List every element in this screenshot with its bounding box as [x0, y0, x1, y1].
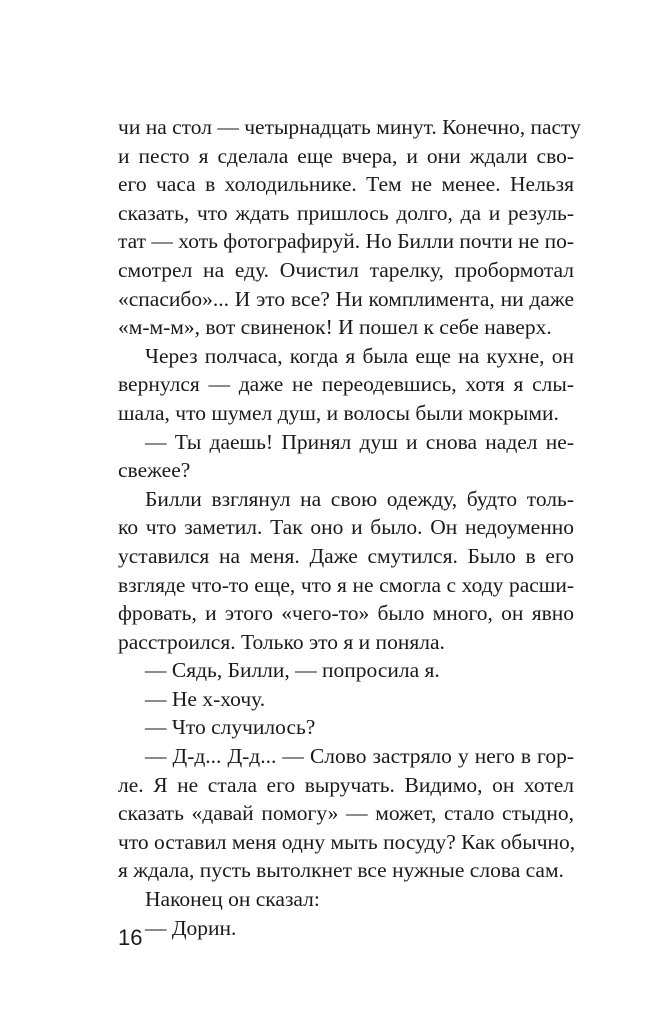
text-line: — Д-д... Д-д... — Слово застряло у него в гор- [145, 744, 574, 769]
text-line: свежее? [118, 458, 191, 483]
text-line: — Что случилось? [145, 715, 316, 740]
text-line: — Ты даешь! Принял душ и снова надел не- [145, 429, 574, 454]
text-line: Через полчаса, когда я была еще на кухне, он [145, 343, 574, 368]
text-line: его часа в холодильнике. Тем не менее. Нельзя [118, 172, 574, 197]
text-line: и песто я сделала еще вчера, и они ждали сво- [118, 143, 574, 168]
text-line: я ждала, пусть вытолкнет все нужные слова сам. [118, 858, 564, 883]
text-line: вернулся — даже не переодевшись, хотя я слы- [118, 372, 574, 397]
text-line: сказать «давай помогу» — может, стало стыдно, [118, 801, 574, 826]
text-line: ко что заметил. Так оно и было. Он недоуменно [118, 515, 574, 540]
text-line: шала, что шумел душ, и волосы были мокрыми. [118, 400, 559, 425]
text-line: тат — хоть фотографируй. Но Билли почти не по- [118, 229, 575, 254]
text-line: чи на стол — четырнадцать минут. Конечно, пасту [118, 115, 581, 139]
text-line: смотрел на еду. Очистил тарелку, пробормотал [118, 257, 574, 282]
text-line: уставился на меня. Даже смутился. Было в его [118, 543, 574, 568]
page-body-text [118, 113, 581, 942]
text-line: взгляде что-то еще, что я не смогла с ходу расши- [118, 572, 574, 597]
text-line: — Дорин. [145, 915, 237, 940]
text-line: фровать, и этого «чего-то» было много, он явно [118, 601, 574, 626]
text-line: ле. Я не стала его выручать. Видимо, он хотел [118, 772, 574, 797]
text-line: Наконец он сказал: [145, 887, 320, 912]
text-line: — Сядь, Билли, — попросила я. [145, 658, 440, 683]
text-line: «м-м-м», вот свиненок! И пошел к себе наверх. [118, 315, 552, 340]
text-line: сказать, что ждать пришлось долго, да и резуль- [118, 200, 574, 225]
text-line: расстроился. Только это я и поняла. [118, 629, 445, 654]
page-number: 16 [118, 925, 143, 950]
text-line: «спасибо»... И это все? Ни комплимента, ни даже [118, 286, 574, 311]
text-line: что оставил меня одну мыть посуду? Как обычно, [118, 829, 576, 854]
text-line: — Не х-хочу. [145, 686, 266, 711]
text-line: Билли взглянул на свою одежду, будто толь- [145, 486, 574, 511]
